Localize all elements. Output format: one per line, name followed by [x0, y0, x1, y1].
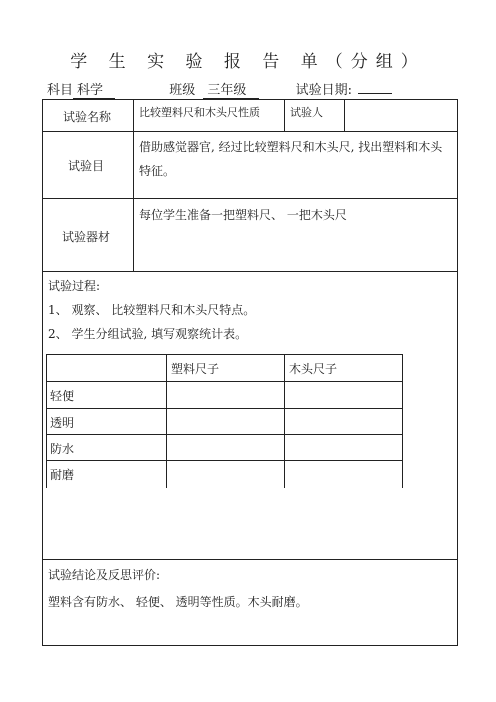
- divider: [284, 99, 285, 131]
- divider: [133, 99, 134, 271]
- purpose-label: 试验目: [68, 159, 105, 173]
- conclusion-text: 塑料含有防水、 轻便、 透明等性质。木头耐磨。: [48, 595, 308, 609]
- process-step-1: 1、 观察、 比较塑料尺和木头尺特点。: [48, 303, 256, 317]
- table-header-wood: 木头尺子: [289, 362, 338, 376]
- process-step-2: 2、 学生分组试验, 填写观察统计表。: [48, 327, 248, 341]
- person-label: 试验人: [290, 106, 323, 119]
- subject-label: 科目: [47, 83, 74, 98]
- page-title: 学 生 实 验 报 告 单（分组）: [70, 52, 426, 72]
- purpose-value-line2: 特征。: [139, 164, 176, 178]
- class-label: 班级: [169, 83, 196, 98]
- table-row-label: 防水: [50, 442, 75, 456]
- subject-value: 科学: [73, 79, 115, 99]
- divider: [42, 198, 458, 199]
- table-row-label: 透明: [50, 416, 75, 430]
- table-row-label: 轻便: [50, 389, 75, 403]
- name-value: 比较塑料尺和木头尺性质: [139, 106, 260, 119]
- name-label: 试验名称: [63, 110, 112, 124]
- divider: [344, 99, 345, 131]
- date-label: 试验日期:: [295, 83, 352, 98]
- equipment-value: 每位学生准备一把塑料尺、 一把木头尺: [139, 208, 347, 222]
- divider: [42, 131, 458, 132]
- process-label: 试验过程:: [48, 279, 101, 293]
- header-meta: [47, 79, 392, 99]
- purpose-value-line1: 借助感觉器官, 经过比较塑料尺和木头尺, 找出塑料和木头: [139, 140, 443, 154]
- table-row-label: 耐磨: [50, 468, 75, 482]
- divider: [42, 559, 458, 560]
- conclusion-label: 试验结论及反思评价:: [48, 568, 161, 582]
- class-value: 三年级: [203, 79, 259, 99]
- divider: [42, 271, 458, 272]
- date-value: [358, 93, 392, 94]
- equipment-label: 试验器材: [62, 230, 111, 244]
- report-form: [42, 99, 458, 646]
- table-header-plastic: 塑料尺子: [171, 362, 220, 376]
